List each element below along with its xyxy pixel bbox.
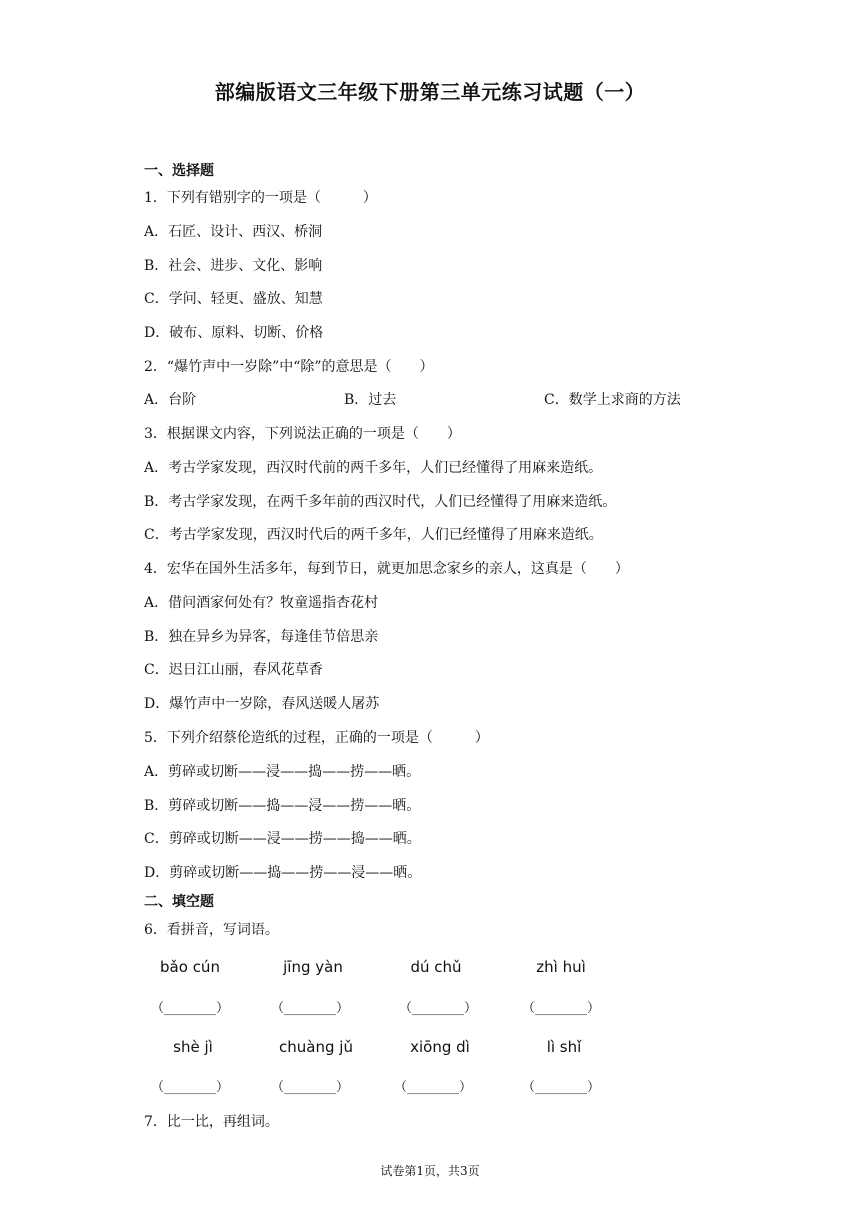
question-3-option-b: B．考古学家发现，在两千多年前的西汉时代，人们已经懂得了用麻来造纸。 (144, 494, 617, 510)
question-1-option-c: C．学问、轻更、盛放、知慧 (144, 291, 323, 307)
answer-blank[interactable]: （________） (521, 1080, 600, 1095)
question-5-option-a: A．剪碎或切断——浸——捣——捞——晒。 (144, 764, 421, 780)
question-1-option-a: A．石匠、设计、西汉、桥洞 (144, 224, 323, 240)
section-heading-choice: 一、选择题 (144, 163, 214, 179)
question-1-option-d: D．破布、原料、切断、价格 (144, 325, 324, 341)
pinyin-item: bǎo cún (160, 958, 220, 976)
question-5-stem: 5．下列介绍蔡伦造纸的过程，正确的一项是（ ） (144, 730, 489, 746)
question-2-option-a: A．台阶 (144, 392, 197, 408)
question-2-option-c: C．数学上求商的方法 (544, 392, 681, 408)
question-1-option-b: B．社会、进步、文化、影响 (144, 258, 323, 274)
question-5-option-d: D．剪碎或切断——捣——捞——浸——晒。 (144, 865, 422, 881)
pinyin-item: dú chǔ (410, 958, 462, 976)
answer-blank[interactable]: （________） (270, 1080, 349, 1095)
question-3-option-a: A．考古学家发现，西汉时代前的两千多年，人们已经懂得了用麻来造纸。 (144, 460, 603, 476)
pinyin-item: chuàng jǔ (279, 1038, 353, 1056)
answer-blank[interactable]: （________） (398, 1001, 477, 1016)
pinyin-item: shè jì (173, 1038, 213, 1056)
answer-blank[interactable]: （________） (393, 1080, 472, 1095)
pinyin-item: zhì huì (536, 958, 586, 976)
question-5-option-b: B．剪碎或切断——捣——浸——捞——晒。 (144, 798, 421, 814)
question-6-stem: 6．看拼音，写词语。 (144, 922, 279, 938)
question-3-option-c: C．考古学家发现，西汉时代后的两千多年，人们已经懂得了用麻来造纸。 (144, 527, 603, 543)
pinyin-item: xiōng dì (410, 1038, 470, 1056)
question-4-option-b: B．独在异乡为异客，每逢佳节倍思亲 (144, 629, 379, 645)
question-2-option-b: B．过去 (344, 392, 397, 408)
question-5-option-c: C．剪碎或切断——浸——捞——捣——晒。 (144, 831, 421, 847)
page-title: 部编版语文三年级下册第三单元练习试题（一） (214, 80, 646, 104)
answer-blank[interactable]: （________） (270, 1001, 349, 1016)
question-7-stem: 7．比一比，再组词。 (144, 1114, 279, 1130)
page-footer: 试卷第1页，共3页 (380, 1164, 480, 1178)
question-4-option-a: A．借问酒家何处有？牧童遥指杏花村 (144, 595, 379, 611)
question-1-stem: 1．下列有错别字的一项是（ ） (144, 190, 377, 206)
section-heading-fill: 二、填空题 (144, 894, 214, 910)
answer-blank[interactable]: （________） (521, 1001, 600, 1016)
question-4-stem: 4．宏华在国外生活多年，每到节日，就更加思念家乡的亲人，这真是（ ） (144, 561, 629, 577)
answer-blank[interactable]: （________） (150, 1080, 229, 1095)
question-3-stem: 3．根据课文内容，下列说法正确的一项是（ ） (144, 426, 461, 442)
pinyin-item: lì shǐ (546, 1038, 582, 1056)
question-4-option-d: D．爆竹声中一岁除，春风送暖人屠苏 (144, 696, 380, 712)
answer-blank[interactable]: （________） (150, 1001, 229, 1016)
pinyin-item: jīng yàn (283, 958, 343, 976)
question-2-stem: 2．“爆竹声中一岁除”中“除”的意思是（ ） (144, 359, 434, 375)
question-4-option-c: C．迟日江山丽，春风花草香 (144, 662, 323, 678)
